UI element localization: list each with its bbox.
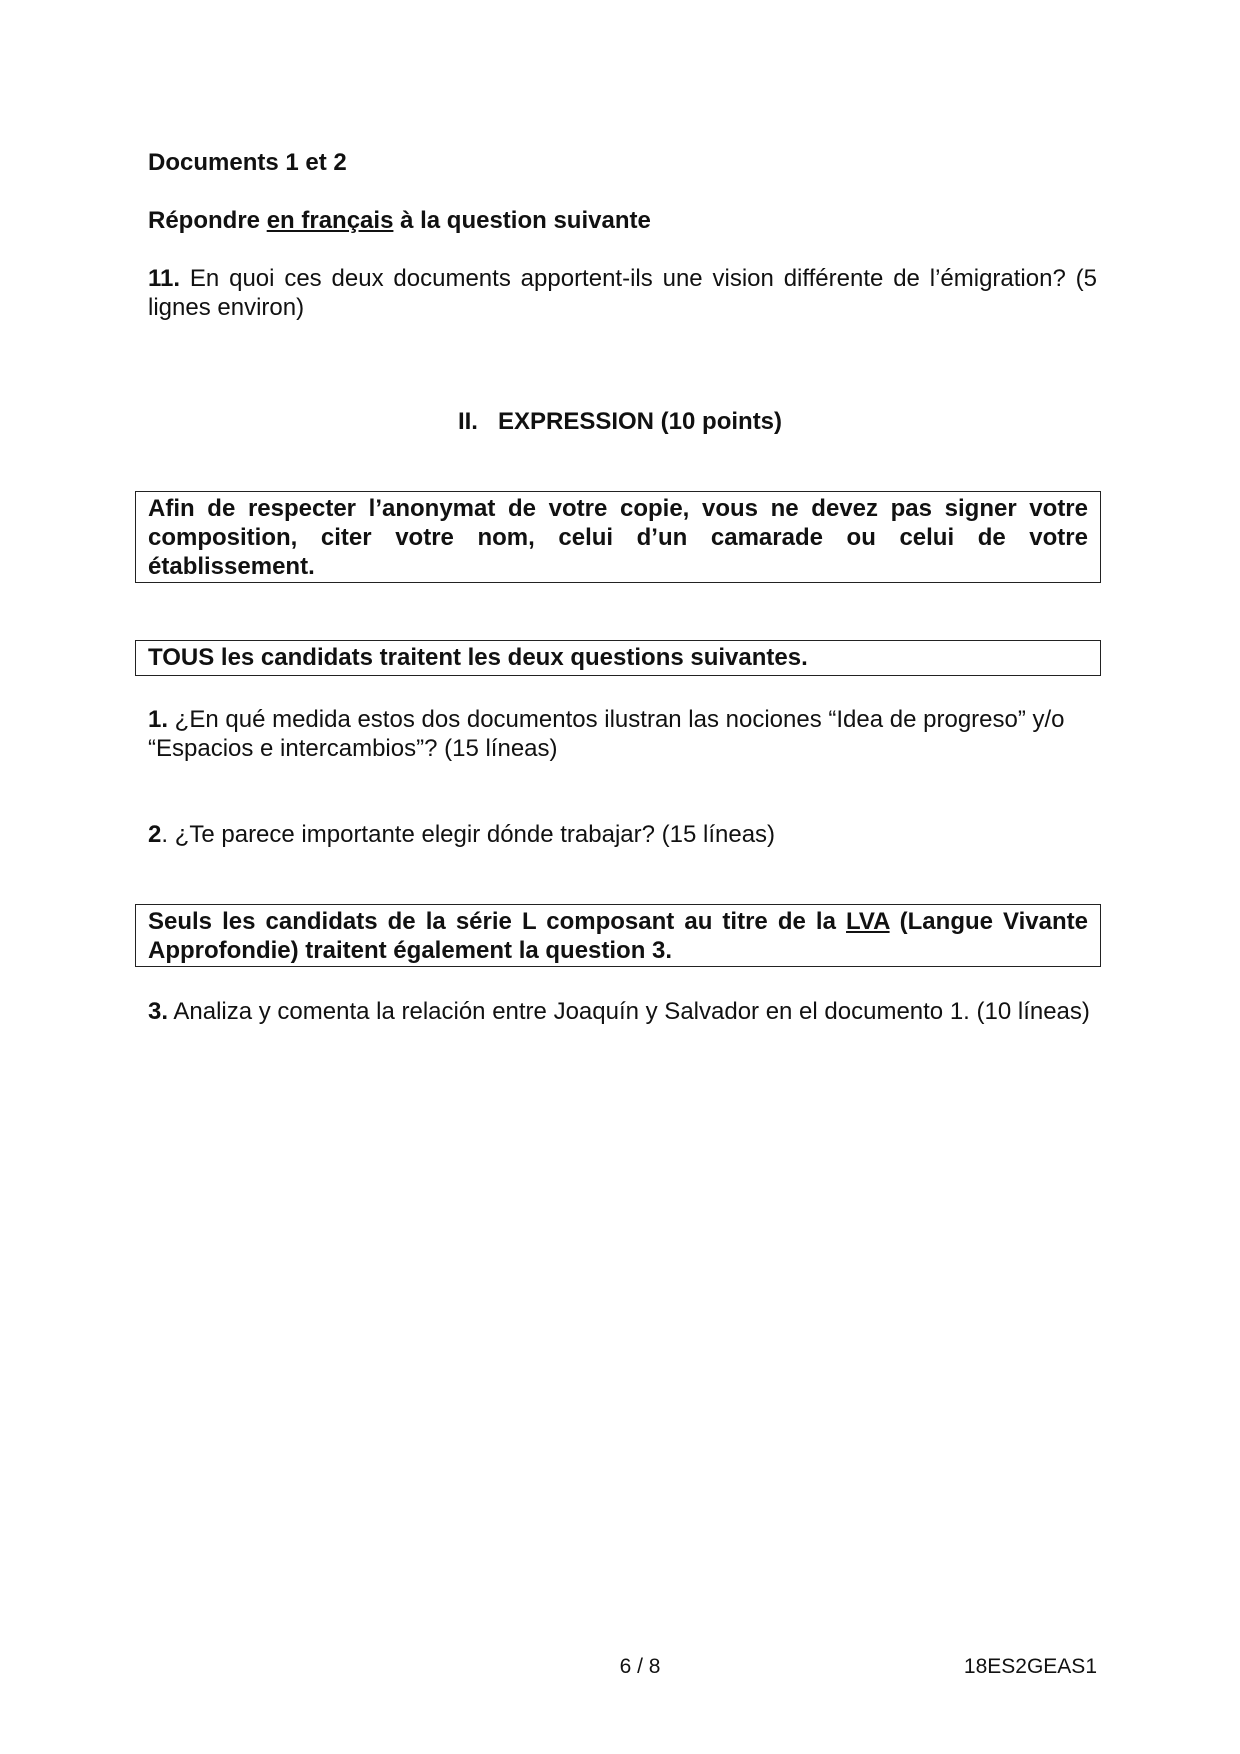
question-3-text: Analiza y comenta la relación entre Joaquín y Salvador en el documento 1. (10 líneas) [168,998,1090,1025]
question-2-number: 2 [148,821,162,848]
question-1 [148,705,1097,763]
series-l-prefix: Seuls les candidats de la série L composant au titre de la [148,908,847,935]
question-2 [148,820,1097,849]
question-11 [148,264,1097,322]
question-1-text: ¿En qué medida estos dos documentos ilustran las nociones “Idea de progreso” y/o “Espacios e intercambios”? (15 líneas) [148,706,1065,762]
page-number: 6 / 8 [619,1655,661,1678]
document-code: 18ES2GEAS1 [963,1655,1097,1678]
series-l-suffix: (Langue Vivante Approfondie) traitent également la question 3. [148,908,1088,964]
question-3 [148,997,1097,1026]
question-3-number: 3. [148,998,169,1025]
section-title-expression [0,407,1240,436]
question-11-text: En quoi ces deux documents apportent-ils une vision différente de l’émigration? (5 lignes environ) [148,265,1097,321]
section-heading: Documents 1 et 2 [148,149,347,176]
series-l-lva: LVA [846,908,890,935]
all-candidates-notice-box: TOUS les candidats traitent les deux questions suivantes. [135,640,1101,676]
instruction-suffix: à la question suivante [393,207,651,234]
question-2-text: . ¿Te parece importante elegir dónde trabajar? (15 líneas) [161,821,776,848]
section-title: EXPRESSION (10 points) [497,408,783,435]
instruction-underlined: en français [266,207,394,234]
anonymity-notice-box: Afin de respecter l’anonymat de votre copie, vous ne devez pas signer votre composition, citer votre nom, celui d’un camarade ou celui de votre établissement. [135,491,1101,583]
section-numeral: II. [457,408,478,435]
question-1-number: 1. [148,706,169,733]
question-11-number: 11. [148,265,181,292]
instruction-line [148,206,651,235]
instruction-prefix: Répondre [148,207,267,234]
series-l-notice-box [135,904,1101,967]
